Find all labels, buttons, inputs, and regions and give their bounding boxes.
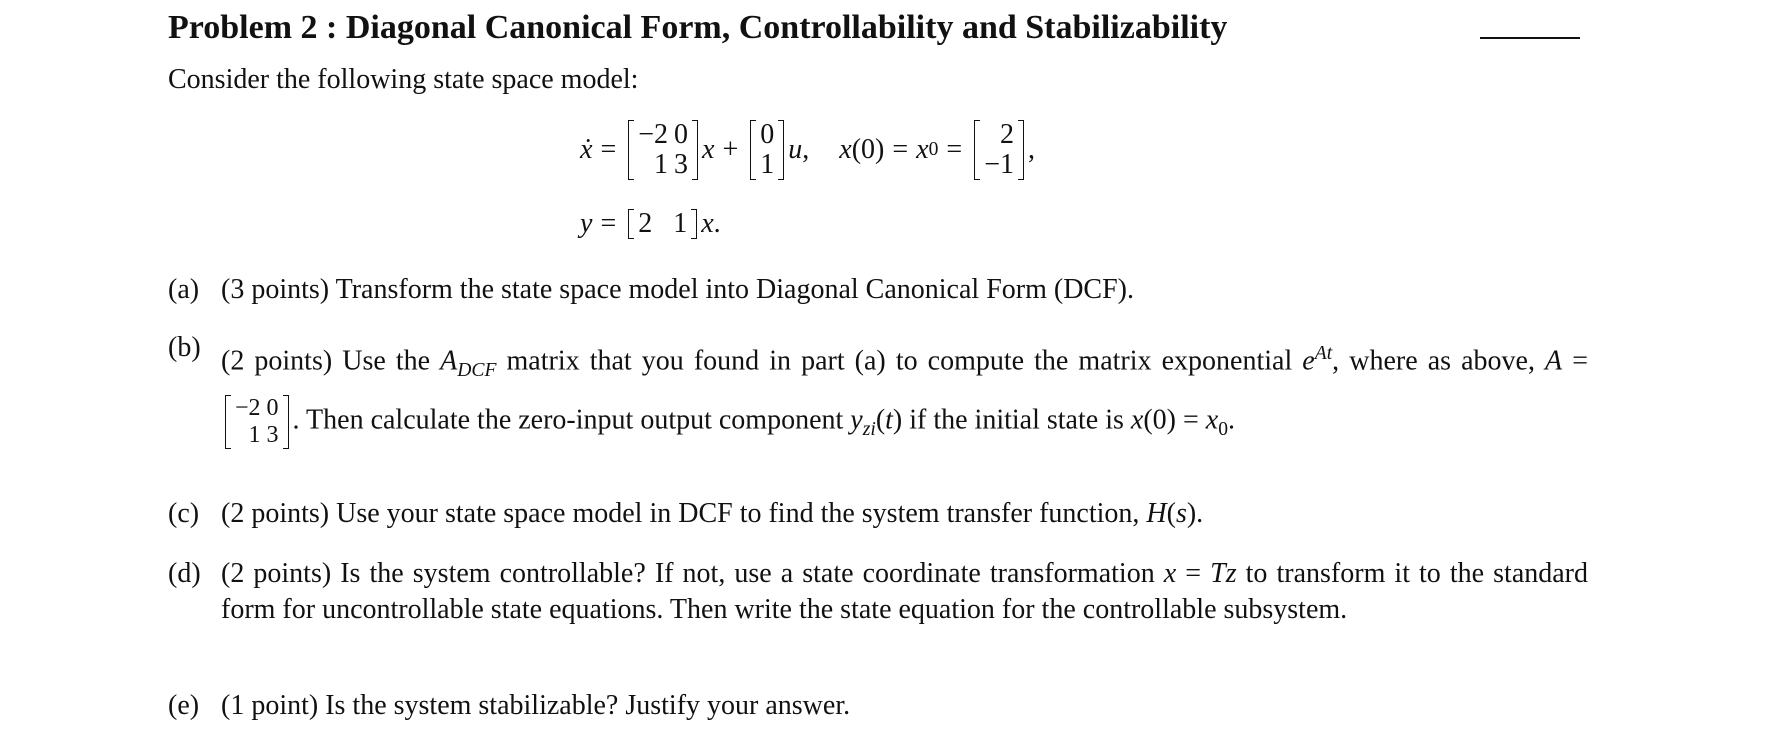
matrix-cell: 1 [673, 208, 688, 239]
matrix-cell: −1 [984, 149, 1014, 180]
matrix-cell: 1 [760, 149, 775, 180]
matrix-cell: 1 [248, 421, 261, 448]
state-equation: ẋ = −2 0 1 3 x + 0 1 u , x (0) = x 0 = 2 −1 , [580, 119, 1035, 180]
matrix-cell: 3 [266, 421, 279, 448]
matrix-cell: 0 [760, 119, 775, 150]
matrix-cell: 1 [654, 149, 669, 180]
output-equation: y = 2 1 x . [580, 208, 721, 239]
matrix-a-inline [225, 395, 289, 449]
part-text: (2 points) Is the system controllable? If not, use a state coordinate transformation [221, 558, 1155, 589]
problem-title: Problem 2 : Diagonal Canonical Form, Controllability and Stabilizability [168, 9, 1228, 46]
matrix-c [628, 209, 697, 239]
matrix-cell: 0 [266, 394, 279, 421]
intro-text: Consider the following state space model: [168, 64, 639, 95]
matrix-cell: 2 [999, 119, 1014, 150]
part-label: (d) [168, 558, 201, 589]
part-label: (a) [168, 274, 200, 305]
part-text: (2 points) Use your state space model in DCF to find the system transfer function, [221, 498, 1140, 529]
matrix-cell: −2 [235, 394, 261, 421]
part-c: (c) (2 points) Use your state space model in DCF to find the system transfer function, H(s). [168, 496, 1588, 532]
title-rule [1480, 37, 1580, 39]
part-a [168, 272, 1588, 308]
part-label: (c) [168, 498, 200, 529]
matrix-a [628, 120, 698, 180]
part-text: (2 points) Use the [221, 345, 431, 377]
part-text: (3 points) Transform the state space model into Diagonal Canonical Form (DCF). [221, 274, 1134, 305]
part-text: where as above, [1349, 345, 1535, 377]
x-dot-symbol: ẋ [580, 134, 593, 165]
part-text: matrix that you found in part (a) to compute the matrix exponential [506, 345, 1293, 377]
part-d: (d) (2 points) Is the system controllable? If not, use a state coordinate transformation x = Tz to transform it to the standard form for uncontrollable state equations. Then write the state equation for the controllable subsystem. [168, 558, 1588, 625]
matrix-x0 [974, 120, 1024, 180]
matrix-cell: 3 [674, 149, 689, 180]
part-label: (b) [168, 332, 201, 363]
part-b: (b) (2 points) Use the $A_{DCF}$ matrix that you found in part (a) to compute the matrix exponential $e^{At}$, where as above, A = −2 0 1 3 . Then calculate the zero-input output component $y_{zi}(t)$ if the initial state is $x(0) = x_0$. [168, 332, 1589, 448]
part-text: . Then calculate the zero-input output component [292, 404, 844, 436]
part-e [168, 688, 1588, 724]
matrix-cell: −2 [638, 119, 669, 150]
part-text: if the initial state is [909, 404, 1124, 436]
matrix-cell: 2 [638, 208, 653, 239]
part-text: to transform it to the standard form for uncontrollable state equations. Then write the state equation for the controllable subsystem. [221, 558, 1588, 625]
part-text: (1 point) Is the system stabilizable? Justify your answer. [221, 690, 851, 721]
part-label: (e) [168, 690, 200, 721]
matrix-cell: 0 [674, 119, 689, 150]
matrix-b [750, 120, 784, 180]
